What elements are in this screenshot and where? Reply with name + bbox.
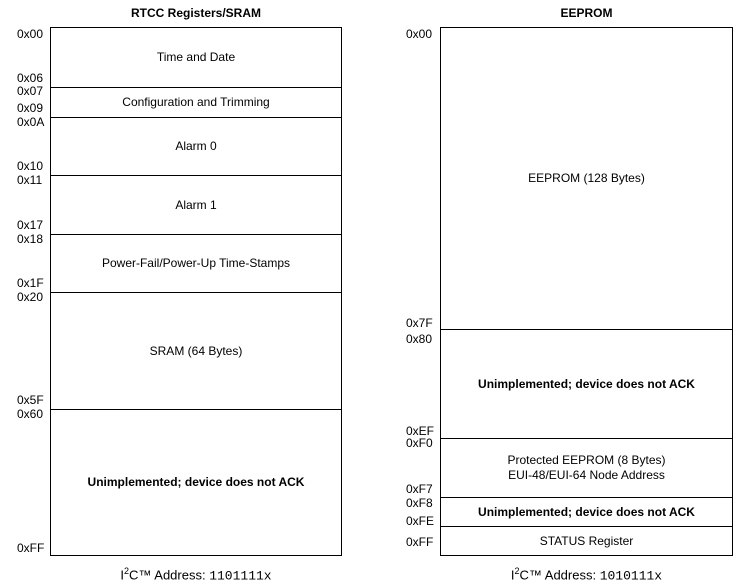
eeprom-map-title: EEPROM xyxy=(560,6,613,20)
rtcc-region-alarm-0: Alarm 0 xyxy=(51,117,341,175)
rtcc-address-label: 0xFF xyxy=(17,541,45,555)
rtcc-address-label: 0x60 xyxy=(17,407,44,421)
eeprom-region-status: STATUS Register xyxy=(441,526,732,555)
rtcc-address-label: 0x00 xyxy=(17,27,44,41)
rtcc-region-time-date: Time and Date xyxy=(156,50,236,64)
eeprom-address-label: 0xFF xyxy=(406,535,434,549)
eeprom-address-label: 0xFE xyxy=(406,514,435,528)
rtcc-address-label: 0x17 xyxy=(17,218,44,232)
rtcc-address-label: 0x11 xyxy=(17,173,43,187)
eeprom-region-unimplemented-2: Unimplemented; device does not ACK xyxy=(441,497,732,526)
rtcc-memory-map xyxy=(50,27,342,556)
eeprom-address-label: 0xF7 xyxy=(406,482,433,496)
rtcc-map-title: RTCC Registers/SRAM xyxy=(130,6,262,20)
rtcc-region-timestamps: Power-Fail/Power-Up Time-Stamps xyxy=(51,234,341,292)
eeprom-address-label: 0xEF xyxy=(406,424,435,438)
eeprom-address-label: 0x00 xyxy=(406,27,433,41)
rtcc-address-label: 0x0A xyxy=(17,115,45,129)
rtcc-address-label: 0x07 xyxy=(17,84,44,98)
rtcc-address-label: 0x20 xyxy=(17,290,44,304)
rtcc-region-unimplemented: Unimplemented; device does not ACK xyxy=(51,409,341,555)
eeprom-region-protected xyxy=(441,438,732,497)
eeprom-memory-map xyxy=(440,27,733,556)
rtcc-address-label: 0x09 xyxy=(17,101,44,115)
rtcc-region-alarm-1: Alarm 1 xyxy=(51,175,341,234)
rtcc-region-config-trimming: Configuration and Trimming xyxy=(51,87,341,117)
rtcc-address-label: 0x1F xyxy=(17,276,44,290)
eeprom-address-label: 0x80 xyxy=(406,332,433,346)
eeprom-address-label: 0xF8 xyxy=(406,496,433,510)
rtcc-region-sram: SRAM (64 Bytes) xyxy=(51,292,341,409)
eeprom-address-label: 0x7F xyxy=(406,316,433,330)
eeprom-region-main: EEPROM (128 Bytes) xyxy=(528,171,645,185)
eeprom-protected-line-2: EUI-48/EUI-64 Node Address xyxy=(508,468,665,482)
rtcc-address-label: 0x06 xyxy=(17,71,44,85)
rtcc-address-label: 0x18 xyxy=(17,232,44,246)
eeprom-i2c-address: $I^2C™$ Address: 1010111x xyxy=(510,566,663,584)
rtcc-address-label: 0x5F xyxy=(17,393,44,407)
rtcc-address-label: 0x10 xyxy=(17,159,44,173)
eeprom-address-label: 0xF0 xyxy=(406,436,433,450)
eeprom-region-unimplemented-1: Unimplemented; device does not ACK xyxy=(441,329,732,438)
eeprom-protected-line-1: Protected EEPROM (8 Bytes) xyxy=(507,453,666,467)
rtcc-i2c-address: $I^2C™$ Address: 1101111x xyxy=(120,566,272,584)
